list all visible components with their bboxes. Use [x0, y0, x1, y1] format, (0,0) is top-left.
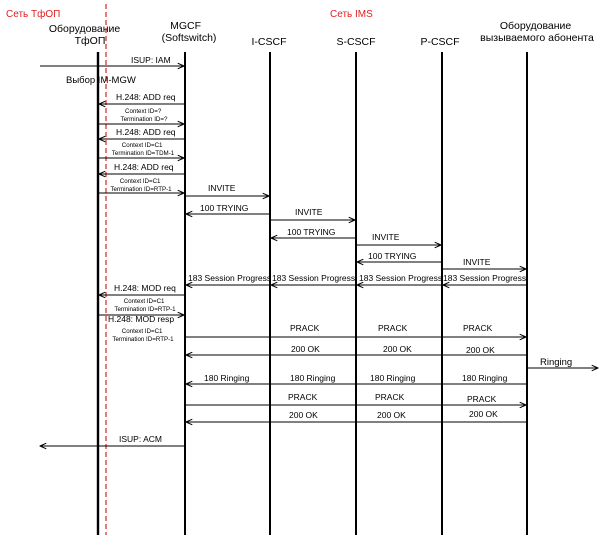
h248-add-req-label: H.248: ADD req [116, 127, 176, 137]
pstn-equipment-label: Оборудование ТфОП [48, 23, 121, 47]
ims-network-label: Сеть IMS [330, 9, 373, 20]
ok-label: 200 OK [383, 344, 412, 354]
context-note: Context ID=C1 Termination ID=RTP-1 [110, 178, 172, 193]
context-note: Context ID=? Termination ID=? [120, 108, 168, 123]
ringing-label: 180 Ringing [290, 373, 336, 383]
h248-mod-resp-label: H.248: MOD resp [108, 314, 175, 324]
ringing-label: 180 Ringing [370, 373, 416, 383]
h248-mod-req-label: H.248: MOD req [114, 283, 176, 293]
prack-label: PRACK [290, 323, 320, 333]
callee-equipment-label: Оборудование вызываемого абонента [480, 20, 594, 44]
prack-label: PRACK [375, 392, 405, 402]
trying-label: 100 TRYING [200, 203, 249, 213]
h248-add-req-label: H.248: ADD req [114, 162, 174, 172]
trying-label: 100 TRYING [287, 227, 336, 237]
ok-label: 200 OK [377, 410, 406, 420]
context-note: Context ID=C1 Termination ID=RTP-1 [114, 298, 176, 313]
ringing-label: 180 Ringing [462, 373, 508, 383]
icscf-label: I-CSCF [251, 36, 287, 48]
pstn-network-label: Сеть ТфОП [6, 9, 61, 20]
invite-label: INVITE [295, 207, 323, 217]
context-note: Context ID=C1 Termination ID=RTP-1 [112, 328, 174, 343]
select-mgw-label: Выбор IM-MGW [66, 75, 136, 86]
ok-label: 200 OK [469, 409, 498, 419]
session-progress-label: 183 Session Progress [359, 273, 443, 283]
scscf-label: S-CSCF [336, 36, 376, 48]
pcscf-label: P-CSCF [420, 36, 460, 48]
h248-add-req-label: H.248: ADD req [116, 92, 176, 102]
invite-label: INVITE [208, 183, 236, 193]
trying-label: 100 TRYING [368, 251, 417, 261]
invite-label: INVITE [463, 257, 491, 267]
mgcf-label: MGCF (Softswitch) [161, 20, 217, 44]
invite-label: INVITE [372, 232, 400, 242]
ringing-label: 180 Ringing [204, 373, 250, 383]
ok-label: 200 OK [289, 410, 318, 420]
session-progress-label: 183 Session Progress [188, 273, 272, 283]
context-note: Context ID=C1 Termination ID=TDM-1 [111, 142, 175, 157]
ok-label: 200 OK [291, 344, 320, 354]
isup-iam-label: ISUP: IAM [131, 55, 171, 65]
prack-label: PRACK [467, 394, 497, 404]
session-progress-label: 183 Session Progress [272, 273, 356, 283]
prack-label: PRACK [378, 323, 408, 333]
ok-label: 200 OK [466, 345, 495, 355]
session-progress-label: 183 Session Progress [443, 273, 527, 283]
ringing-out-label: Ringing [540, 357, 573, 368]
prack-label: PRACK [288, 392, 318, 402]
prack-label: PRACK [463, 323, 493, 333]
isup-acm-label: ISUP: ACM [119, 434, 162, 444]
